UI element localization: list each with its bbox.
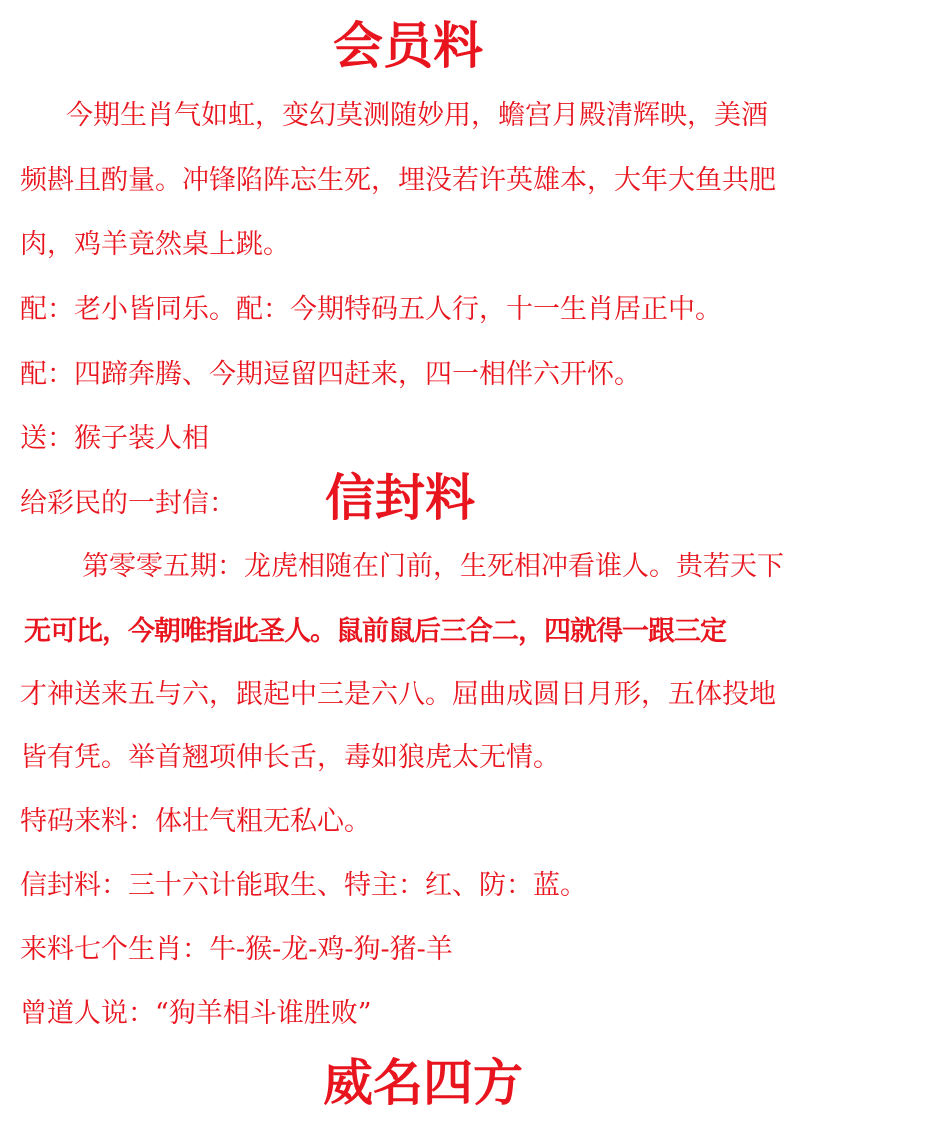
poem-line-2: 频斟且酌量。冲锋陷阵忘生死，埋没若许英雄本，大年大鱼共肥 bbox=[20, 165, 776, 196]
letter-line-2: 无可比，今朝唯指此圣人。鼠前鼠后三合二，四就得一跟三定 bbox=[24, 616, 726, 647]
heading-weimingsifang: 威名四方 bbox=[323, 1053, 523, 1112]
letter-line-3: 才神送来五与六，跟起中三是六八。屈曲成圆日月形，五体投地 bbox=[20, 679, 776, 710]
letter-line-1: 第零零五期：龙虎相随在门前，生死相冲看谁人。贵若天下 bbox=[82, 551, 784, 582]
poem-line-3: 肉，鸡羊竟然桌上跳。 bbox=[20, 229, 290, 260]
heading-huiyuanliao: 会员料 bbox=[333, 16, 483, 75]
heading-xinfengliao: 信封料 bbox=[325, 468, 475, 527]
letter-label: 给彩民的一封信： bbox=[20, 488, 236, 519]
song-line: 送：猴子装人相 bbox=[20, 423, 209, 454]
letter-line-4: 皆有凭。举首翘项伸长舌，毒如狼虎太无情。 bbox=[20, 742, 560, 773]
laoliao-line: 来料七个生肖：牛-猴-龙-鸡-狗-猪-羊 bbox=[20, 934, 453, 965]
poem-line-1: 今期生肖气如虹，变幻莫测随妙用，蟾宫月殿清辉映，美酒 bbox=[66, 100, 768, 131]
pei-line-1: 配：老小皆同乐。配：今期特码五人行，十一生肖居正中。 bbox=[20, 294, 722, 325]
tema-line: 特码来料：体壮气粗无私心。 bbox=[20, 806, 371, 837]
zengdao-line: 曾道人说：“狗羊相斗谁胜败” bbox=[20, 998, 372, 1029]
xinfeng-line: 信封料：三十六计能取生、特主：红、防：蓝。 bbox=[20, 870, 587, 901]
pei-line-2: 配：四蹄奔腾、今期逗留四赶来，四一相伴六开怀。 bbox=[20, 359, 641, 390]
